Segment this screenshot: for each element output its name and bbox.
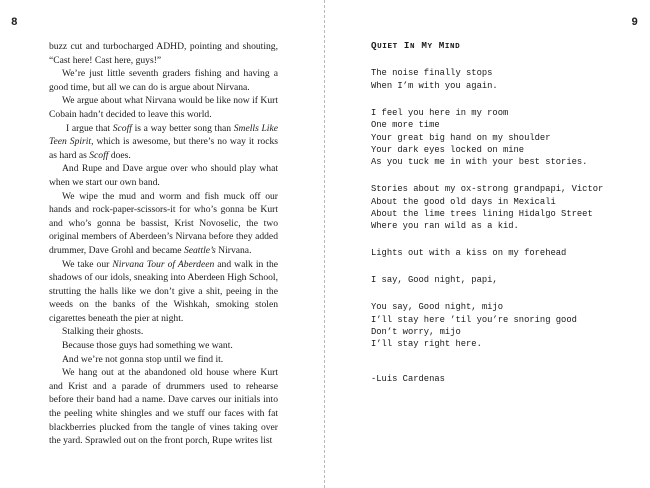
title-initial: M [438,40,445,51]
title-smallcaps: Y [427,43,433,51]
title-initial: Q [371,40,378,51]
stanza [371,183,631,233]
title-smallcaps: UIET [377,43,398,51]
poem-line: As you tuck me in with your best stories. [371,157,588,168]
text-run: does. [108,149,131,161]
right-page [326,0,650,488]
page-number-left: 8 [11,17,18,29]
poem-line: Lights out with a kiss on my forehead [371,248,567,259]
stanza [371,67,631,92]
stanza [371,107,631,169]
poem-line: The noise finally stops [371,68,493,79]
paragraph: We hang out at the abandoned old house where Kurt and Krist and a parade of drummers used to rehearse before their band had a name. Dave carves our initials into the peeling white shingles and we stuff our faces with fat blackberries plucked from the tangle of vines taking over the yard. Sprawled out on the front porch, Rupe writes list [49,367,278,447]
paragraph: Stalking their ghosts. [62,326,144,338]
poem-line: About the lime trees lining Hidalgo Street [371,209,593,220]
text-run: We take our [62,258,113,270]
paragraph [49,190,278,258]
poem-line: When I’m with you again. [371,80,498,91]
emphasis: Seattle’s [183,244,216,256]
song-title: Scoff [112,122,132,134]
poem-line: Your great big hand on my shoulder [371,132,551,143]
poem-line: One more time [371,120,440,131]
title-smallcaps: IND [444,43,461,51]
poem-line: About the good old days in Mexicali [371,196,556,207]
poem-line: Your dark eyes locked on mine [371,144,525,155]
text-run: and walk in the shadows of our idols, sneaking into Aberdeen High School, strutting the halls like we don’t give a shit, peeing in the weeds on the banks of the Wishkah, smoking stolen cigarettes beneath the pier at night. [49,258,279,324]
paragraph: We’re just little seventh graders fishing and having a good time, but all we can do is argue about Nirvana. [49,68,278,93]
poem-signature: -Luis Cardenas [371,373,445,384]
paragraph: And Rupe and Dave argue over who should play what when we start our own band. [49,163,278,188]
poem-line: Where you ran wild as a kid. [371,221,519,232]
emphasis: Nirvana Tour of Aberdeen [112,258,215,270]
poem [371,40,631,385]
text-run: Nirvana. [215,244,252,256]
text-run: I argue that [66,122,113,134]
poem-line: Don’t worry, mijo [371,327,461,337]
paragraph [49,258,278,326]
paragraph: Because those guys had something we want. [62,340,233,352]
poem-line: I’ll stay right here. [371,339,482,350]
stanza [371,247,631,259]
text-run: is a way better song than [131,122,234,134]
text-run: , which is awesome, but there’s no way it rocks as hard as [49,136,278,161]
page-number-right: 9 [631,17,638,29]
title-initial: I [403,40,411,51]
poem-title [371,40,631,53]
title-initial: M [421,40,428,51]
stanza [371,274,631,286]
paragraph: buzz cut and turbocharged ADHD, pointing and shouting, “Cast here! Cast here, guys!” [49,41,278,66]
poem-line: I feel you here in my room [371,107,509,118]
paragraph [49,122,278,163]
poem-line: Stories about my ox-strong grandpapi, Victor [371,184,604,195]
stanza [371,301,631,351]
poem-line: You say, Good night, mijo [371,302,503,313]
title-smallcaps: N [410,43,416,51]
song-title: Scoff [89,149,109,161]
paragraph: And we’re not gonna stop until we find it. [62,353,224,365]
poem-line: I say, Good night, papi, [371,275,498,286]
text-run: We wipe the mud and worm and fish muck off our hands and rock-paper-scissors-it for who’s gonna be Kurt and who’s gonna be bassist, Krist Novoselic, the two original members of Aberdeen’s Nirvana before they added drummer, Dave Grohl and became [49,190,278,256]
prose-text [49,40,278,448]
poem-stanzas [371,67,631,350]
page-fold-divider [324,0,325,488]
song-title: Smells Like Teen Spirit [49,122,278,148]
paragraph: We argue about what Nirvana would be like now if Kurt Cobain hadn’t decided to leave this world. [49,95,278,120]
poem-line: I’ll stay here ’til you’re snoring good [371,314,577,325]
